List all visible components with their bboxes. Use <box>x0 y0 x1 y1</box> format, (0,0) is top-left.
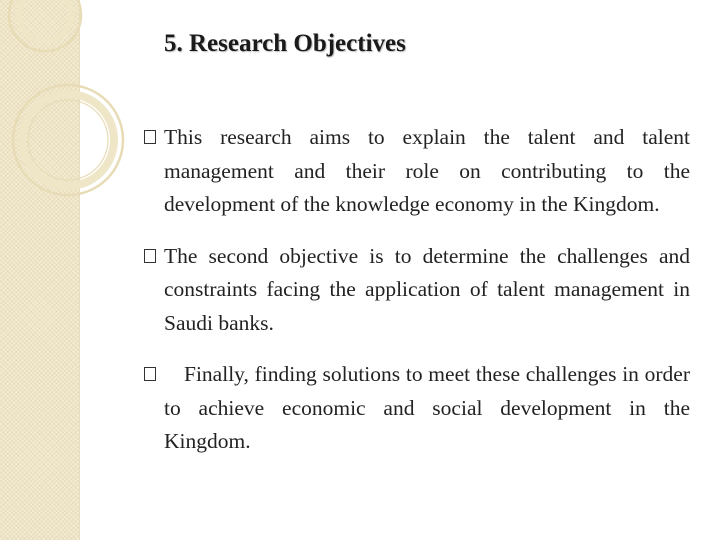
objective-bullet-3 <box>140 358 690 459</box>
objective-3-lead: Finally, <box>184 362 249 386</box>
objective-3-text: finding solutions to meet these challenges in order to achieve economic and social development in the Kingdom. <box>164 362 691 453</box>
objective-bullet-1 <box>140 121 690 222</box>
square-bullet-icon <box>144 130 156 144</box>
objective-1-text: This research aims to explain the talent and talent management and their role on contributing to the development of the knowledge economy in the Kingdom. <box>164 125 690 216</box>
square-bullet-icon <box>144 367 156 381</box>
objective-3-paragraph <box>164 358 690 459</box>
objectives-list <box>140 121 690 459</box>
slide-title: 5. Research Objectives <box>164 30 406 57</box>
square-bullet-icon <box>144 249 156 263</box>
objective-bullet-2 <box>140 240 690 341</box>
decorative-side-strip <box>0 0 80 540</box>
objective-2-text: The second objective is to determine the challenges and constraints facing the application of talent management in Saudi banks. <box>164 243 690 335</box>
